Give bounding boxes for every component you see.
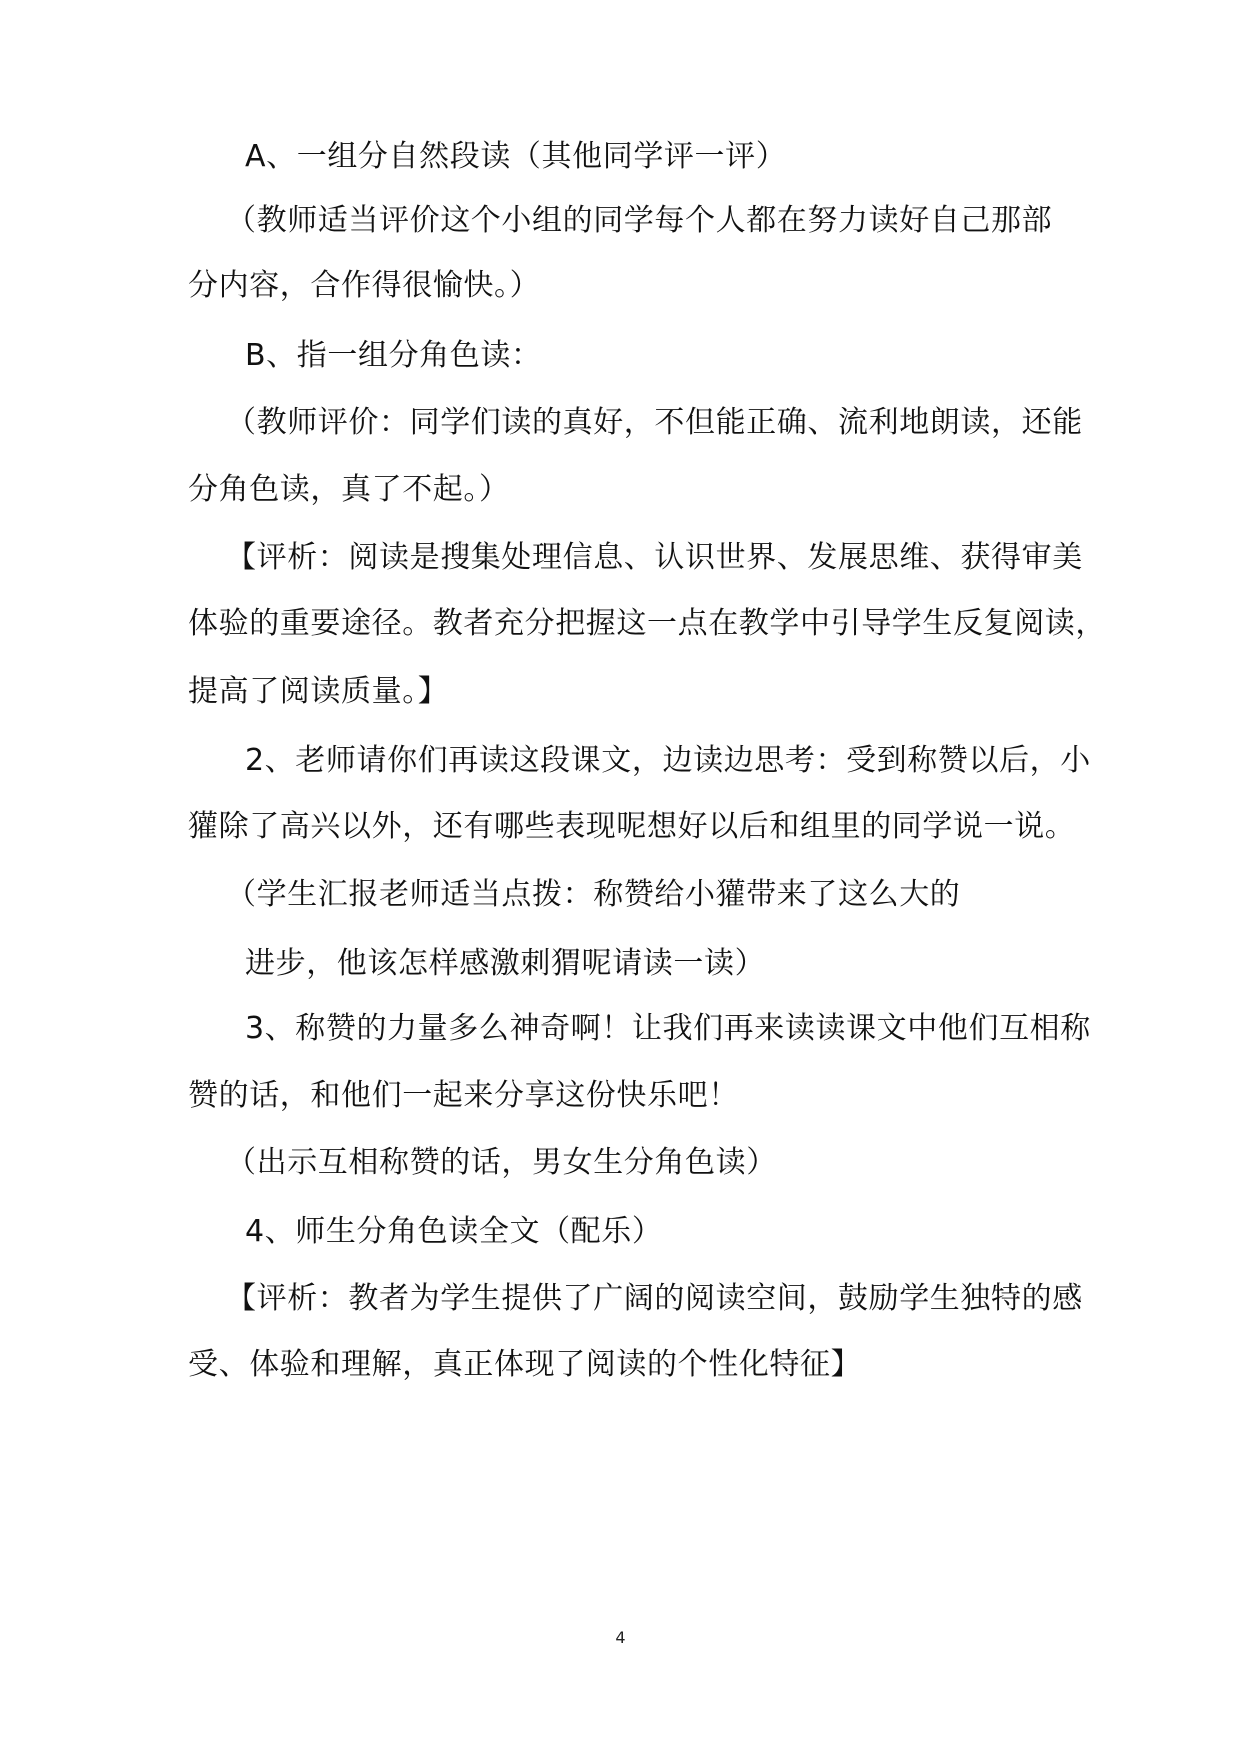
text-line: （教师适当评价这个小组的同学每个人都在努力读好自己那部: [226, 203, 1053, 238]
text-line: 【评析：教者为学生提供了广阔的阅读空间，鼓励学生独特的感: [226, 1281, 1083, 1316]
text-line: （出示互相称赞的话，男女生分角色读）: [226, 1145, 777, 1180]
text-line: 4、师生分角色读全文（配乐）: [245, 1214, 663, 1249]
text-line: 受、体验和理解，真正体现了阅读的个性化特征】: [188, 1347, 862, 1382]
text-line: 体验的重要途径。教者充分把握这一点在教学中引导学生反复阅读，: [188, 606, 1106, 641]
text-line: B、指一组分角色读：: [245, 338, 542, 373]
page-number: 4: [615, 1628, 626, 1647]
text-line: 分角色读，真了不起。）: [188, 472, 510, 507]
text-line: 分内容，合作得很愉快。）: [188, 268, 541, 303]
text-line: A、一组分自然段读（其他同学评一评）: [245, 139, 787, 174]
text-line: 3、称赞的力量多么神奇啊！让我们再来读读课文中他们互相称: [245, 1011, 1091, 1046]
text-line: （教师评价：同学们读的真好，不但能正确、流利地朗读，还能: [226, 405, 1083, 440]
text-line: 2、老师请你们再读这段课文，边读边思考：受到称赞以后，小: [245, 743, 1091, 778]
text-line: 提高了阅读质量。】: [188, 674, 449, 709]
text-line: 进步，他该怎样感激刺猬呢请读一读）: [245, 946, 766, 981]
text-line: （学生汇报老师适当点拨：称赞给小獾带来了这么大的: [226, 877, 961, 912]
text-line: 赞的话，和他们一起来分享这份快乐吧！: [188, 1078, 739, 1113]
text-line: 【评析：阅读是搜集处理信息、认识世界、发展思维、获得审美: [226, 540, 1083, 575]
text-line: 獾除了高兴以外，还有哪些表现呢想好以后和组里的同学说一说。: [188, 809, 1076, 844]
